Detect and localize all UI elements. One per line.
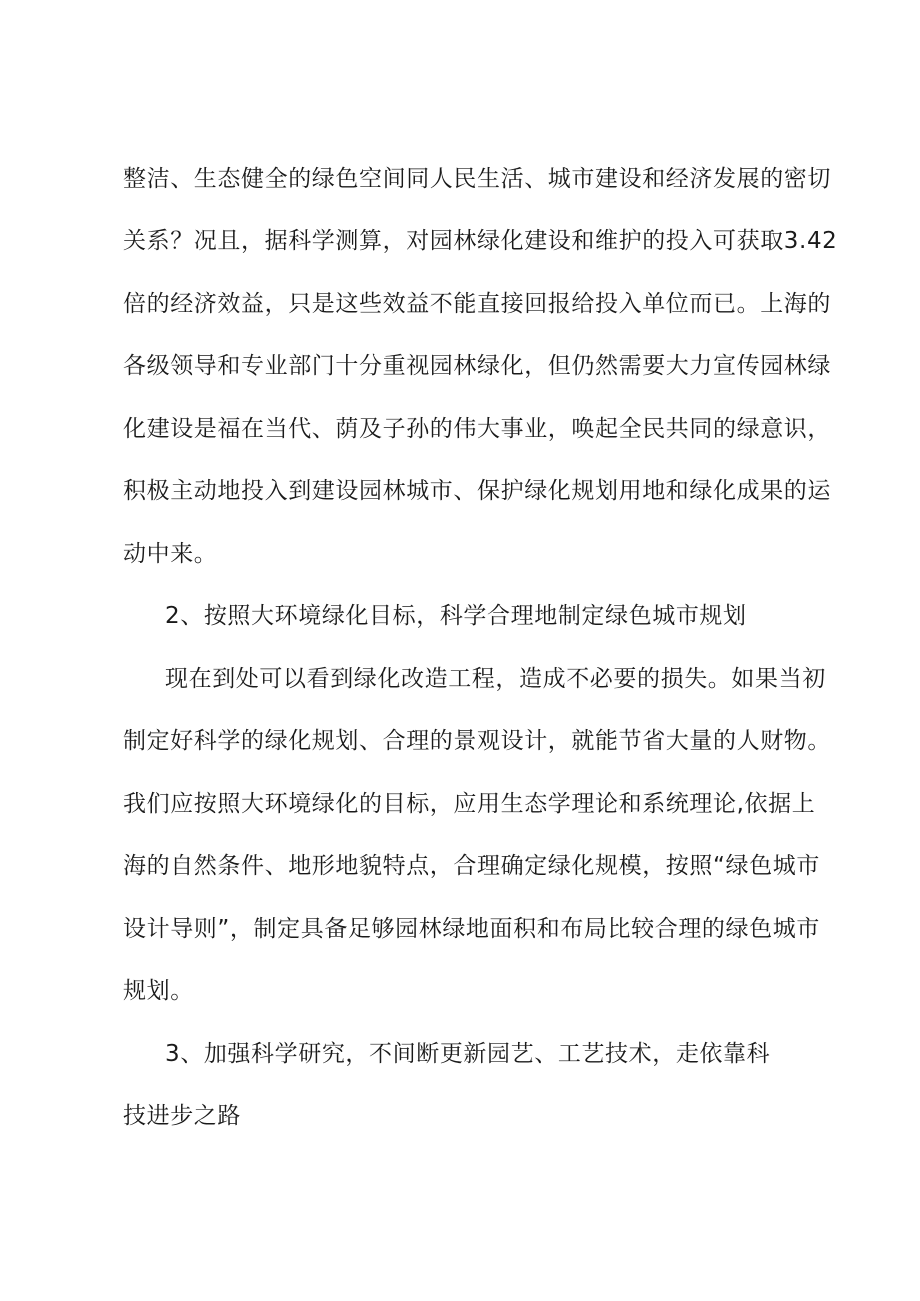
paragraph-1-line-7: 动中来。 [123,541,218,567]
section-heading-2: 2、按照大环境绿化目标，科学合理地制定绿色城市规划 [165,603,747,629]
paragraph-1-line-5: 化建设是福在当代、荫及子孙的伟大事业，唤起全民共同的绿意识， [123,416,831,442]
paragraph-1-line-3: 倍的经济效益，只是这些效益不能直接回报给投入单位而已。上海的 [123,291,831,317]
paragraph-2-line-3: 我们应按照大环境绿化的目标，应用生态学理论和系统理论,依据上 [123,791,816,817]
paragraph-1-line-1: 整洁、生态健全的绿色空间同人民生活、城市建设和经济发展的密切 [123,166,831,192]
paragraph-2-line-1: 现在到处可以看到绿化改造工程，造成不必要的损失。如果当初 [165,666,826,692]
paragraph-2-line-4: 海的自然条件、地形地貌特点，合理确定绿化规模，按照“绿色城市 [123,853,820,879]
paragraph-2-line-2: 制定好科学的绿化规划、合理的景观设计，就能节省大量的人财物。 [123,728,831,754]
section-heading-3-line-2: 技进步之路 [123,1103,241,1129]
paragraph-1-line-4: 各级领导和专业部门十分重视园林绿化，但仍然需要大力宣传园林绿 [123,353,831,379]
paragraph-2-line-6: 规划。 [123,978,194,1004]
paragraph-2-line-5: 设计导则”，制定具备足够园林绿地面积和布局比较合理的绿色城市 [123,916,820,942]
section-heading-3-line-1: 3、加强科学研究，不间断更新园艺、工艺技术，走依靠科 [165,1041,771,1067]
paragraph-1-line-2: 关系？况且，据科学测算，对园林绿化建设和维护的投入可获取3.42 [123,228,838,254]
paragraph-1-line-6: 积极主动地投入到建设园林城市、保护绿化规划用地和绿化成果的运 [123,478,831,504]
